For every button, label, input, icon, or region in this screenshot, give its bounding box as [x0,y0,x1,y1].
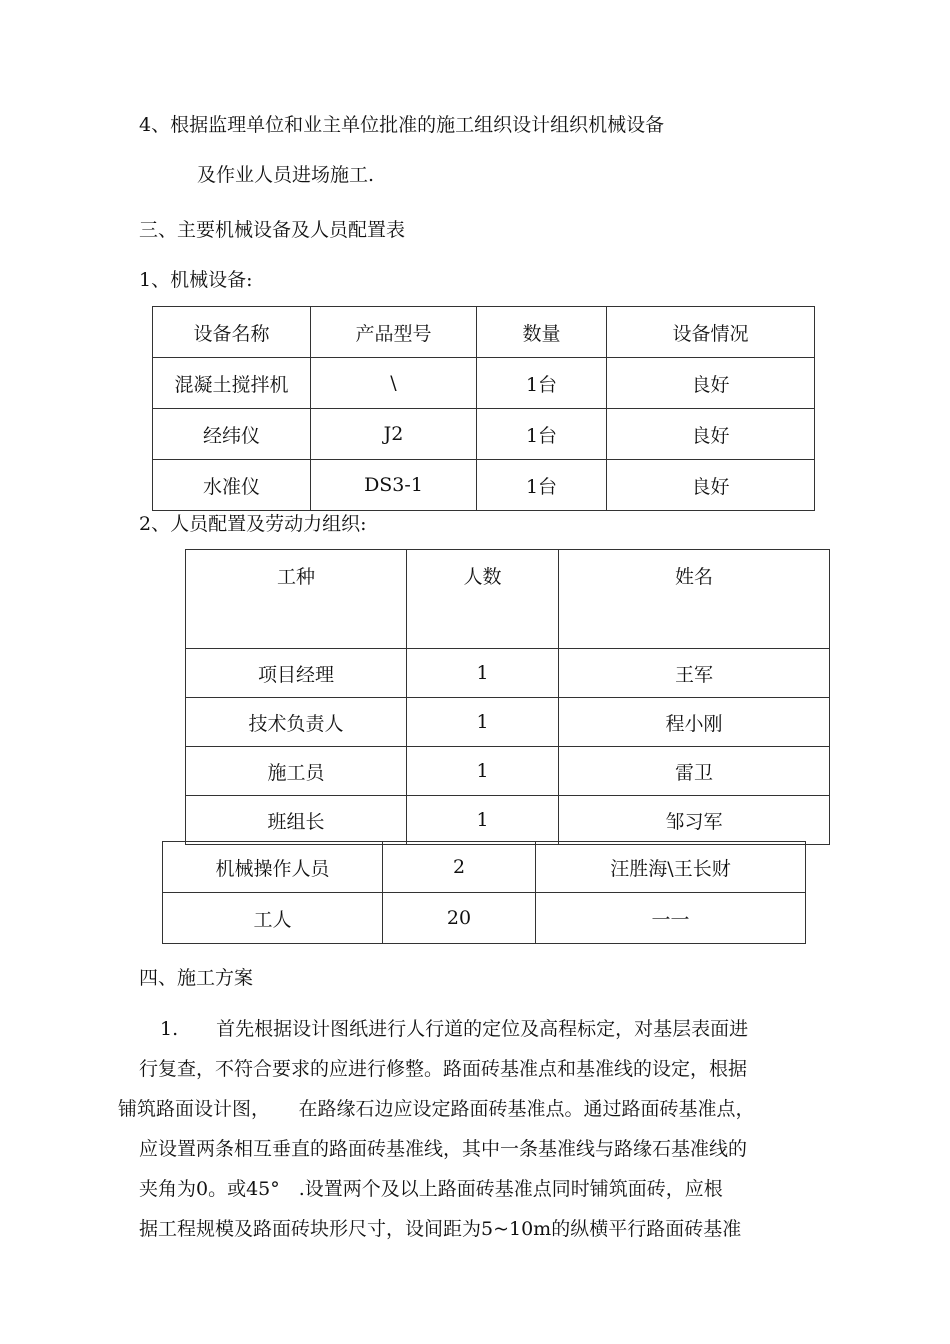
table-cell: 经纬仪 [153,409,311,460]
body-line: 行复查，不符合要求的应进行修整。路面砖基准点和基准线的设定，根据 [139,1058,748,1080]
table-cell: 汪胜海\王长财 [536,842,806,893]
table-row [163,893,806,944]
header-cell: 产品型号 [311,307,477,358]
table-cell: 1 [407,796,559,845]
table-cell: 2 [383,842,536,893]
table-row [186,649,830,698]
paragraph-line: 4、根据监理单位和业主单位批准的施工组织设计组织机械设备 [139,114,665,136]
header-cell: 姓名 [559,550,830,649]
subsection-heading: 2、人员配置及劳动力组织: [139,513,367,535]
table-header-row [153,307,815,358]
table-cell: 20 [383,893,536,944]
equipment-table [152,306,815,511]
header-cell: 数量 [477,307,607,358]
table-cell: 水准仪 [153,460,311,511]
table-cell: 1台 [477,358,607,409]
table-row [186,747,830,796]
table-cell: 1台 [477,460,607,511]
staff-table-continued [162,841,806,944]
table-cell: 一一 [536,893,806,944]
header-cell: 人数 [407,550,559,649]
subsection-heading: 1、机械设备: [139,269,253,291]
table-cell: 良好 [607,358,815,409]
table-cell: 技术负责人 [186,698,407,747]
table-cell: 良好 [607,460,815,511]
table-cell: 雷卫 [559,747,830,796]
body-line: 铺筑路面设计图， 在路缘石边应设定路面砖基准点。通过路面砖基准点， [118,1098,755,1120]
table-cell: 施工员 [186,747,407,796]
table-cell: 1 [407,649,559,698]
table-cell: 1 [407,747,559,796]
table-row [153,358,815,409]
header-cell: 设备情况 [607,307,815,358]
table-cell: 混凝土搅拌机 [153,358,311,409]
header-cell: 工种 [186,550,407,649]
table-cell: 项目经理 [186,649,407,698]
table-cell: 王军 [559,649,830,698]
table-cell: 程小刚 [559,698,830,747]
table-cell: DS3-1 [311,460,477,511]
table-cell: J2 [311,409,477,460]
table-cell: 1 [407,698,559,747]
table-cell: 1台 [477,409,607,460]
body-line: 夹角为0。或45° .设置两个及以上路面砖基准点同时铺筑面砖，应根 [139,1178,723,1200]
table-cell: 机械操作人员 [163,842,383,893]
table-cell: 工人 [163,893,383,944]
table-cell: \ [311,358,477,409]
header-cell: 设备名称 [153,307,311,358]
paragraph-line: 及作业人员进场施工. [197,164,375,186]
staff-table [185,549,830,845]
body-line: 应设置两条相互垂直的路面砖基准线，其中一条基准线与路缘石基准线的 [139,1138,748,1160]
table-row [163,842,806,893]
section-heading: 三、主要机械设备及人员配置表 [139,219,406,241]
table-cell: 邹习军 [559,796,830,845]
table-cell: 良好 [607,409,815,460]
body-line: 1. 首先根据设计图纸进行人行道的定位及高程标定，对基层表面进 [160,1018,749,1040]
table-header-row [186,550,830,649]
table-cell: 班组长 [186,796,407,845]
body-line: 据工程规模及路面砖块形尺寸，设间距为5~10m的纵横平行路面砖基准 [139,1218,742,1240]
table-row [153,409,815,460]
table-row [153,460,815,511]
table-row [186,698,830,747]
section-heading: 四、施工方案 [139,967,254,989]
table-row [186,796,830,845]
